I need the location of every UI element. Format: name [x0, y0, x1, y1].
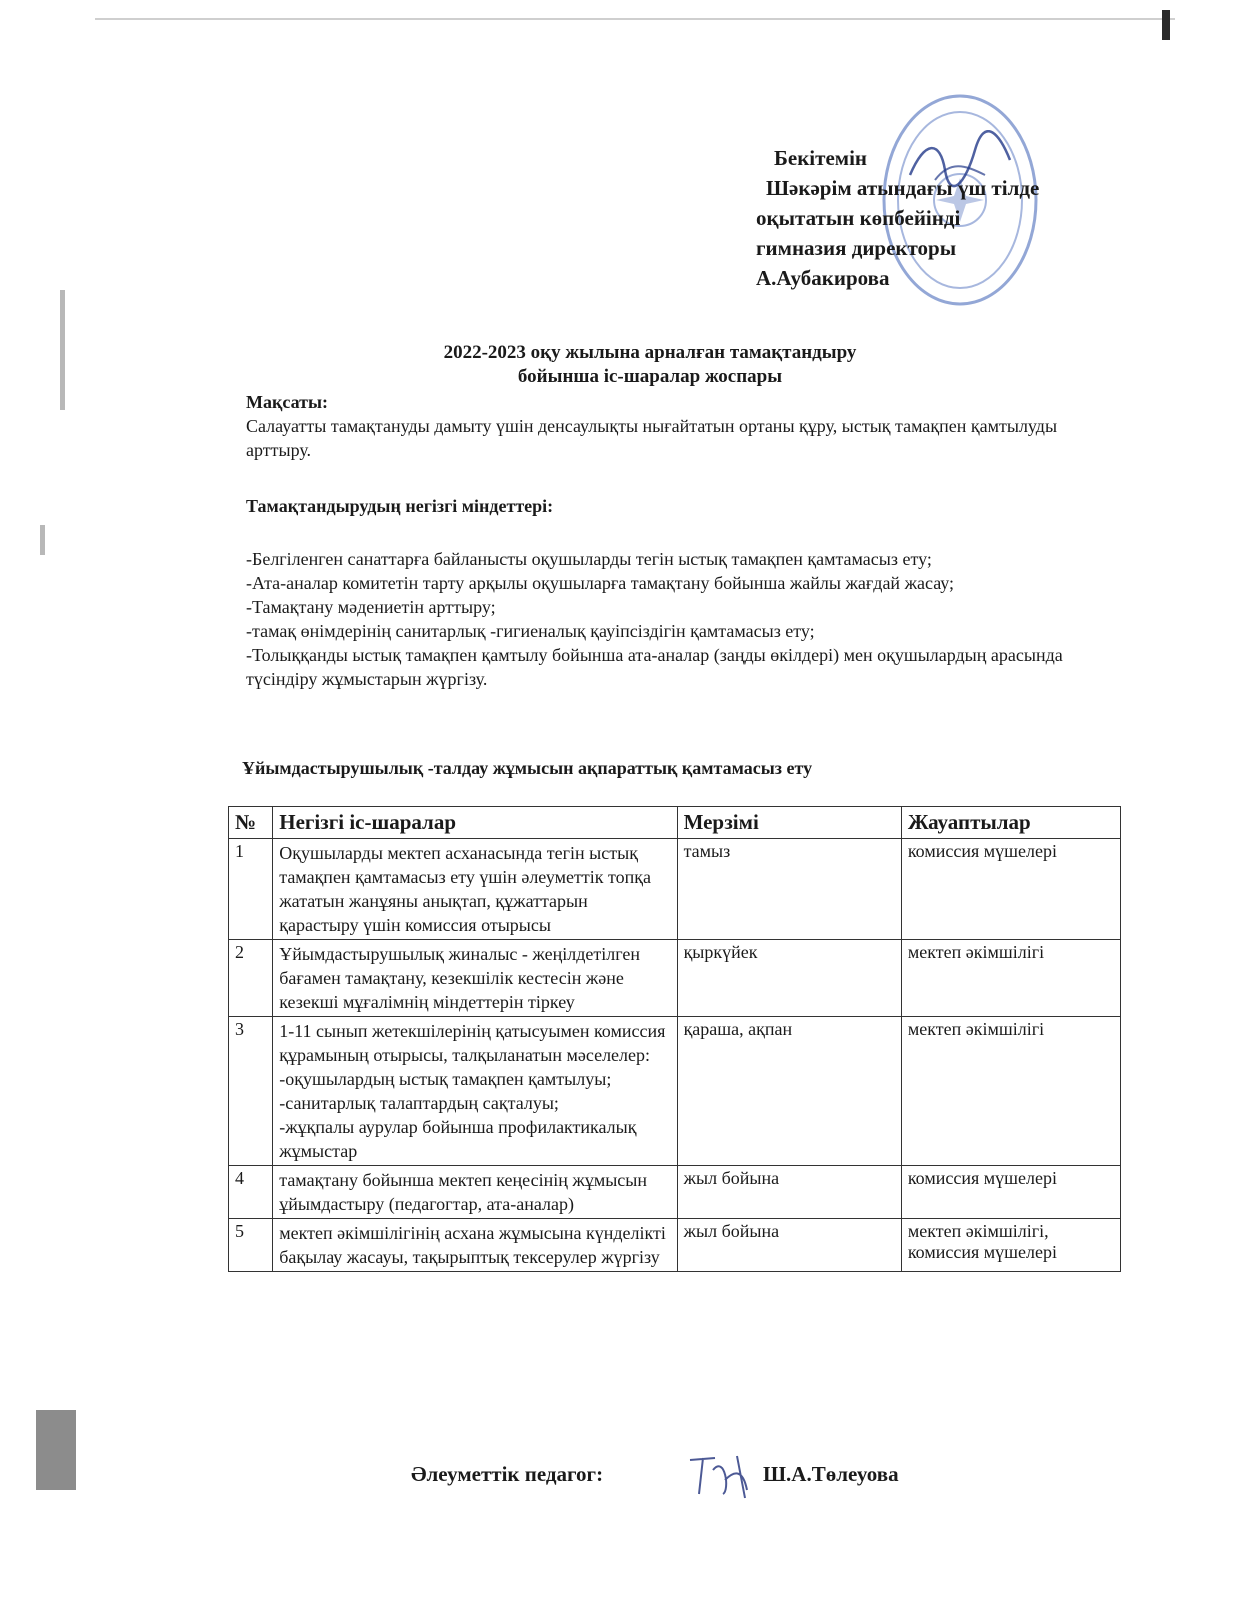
- footer-name: Ш.А.Төлеуова: [763, 1462, 899, 1486]
- document-title-line-1: 2022-2023 оқу жылына арналған тамақтандыру: [443, 342, 857, 363]
- row-term: жыл бойына: [677, 1219, 901, 1272]
- pedagogue-signature: [685, 1450, 755, 1500]
- row-activity: 1-11 сынып жетекшілерінің қатысуымен комиссия құрамының отырысы, талқыланатын мәселелер: -оқушылардың ыстық тамақпен қамтылуы; -санитарлық талаптардың сақталуы; -жұқпалы аурулар бойынша профилактикалық жұмыстар: [273, 1017, 677, 1166]
- row-number: 1: [229, 839, 273, 940]
- row-term: қыркүйек: [677, 940, 901, 1017]
- task-item: -Толыққанды ыстық тамақпен қамтылу бойынша ата-аналар (заңды өкілдері) мен оқушылардың арасында түсіндіру жұмыстарын жүргізу.: [246, 645, 1063, 689]
- table-row: [229, 839, 1121, 940]
- row-term: тамыз: [677, 839, 901, 940]
- scan-margin-noise: [60, 290, 65, 410]
- tasks-heading: Тамақтандырудың негізгі міндеттері:: [246, 496, 554, 516]
- document-title-line-2: бойынша іс-шаралар жоспары: [517, 366, 783, 387]
- row-responsible: мектеп әкімшілігі: [901, 1017, 1120, 1166]
- scan-edge-mark: [1162, 10, 1170, 40]
- section-heading: Ұйымдастырушылық -талдау жұмысын ақпараттық қамтамасыз ету: [242, 758, 813, 778]
- row-number: 3: [229, 1017, 273, 1166]
- task-item: -Белгіленген санаттарға байланысты оқушыларды тегін ыстық тамақпен қамтамасыз ету;: [246, 549, 932, 569]
- task-item: -Тамақтану мәдениетін арттыру;: [246, 597, 496, 617]
- row-responsible: мектеп әкімшілігі: [901, 940, 1120, 1017]
- goal-text: Салауатты тамақтануды дамыту үшін денсаулықты нығайтатын ортаны құру, ыстық тамақпен қамтылуды арттыру.: [246, 416, 1058, 460]
- row-term: жыл бойына: [677, 1166, 901, 1219]
- approval-line-4: гимназия директоры: [756, 236, 957, 260]
- row-activity: мектеп әкімшілігінің асхана жұмысына күнделікті бақылау жасауы, тақырыптық тексерулер жүргізу: [273, 1219, 677, 1272]
- col-header-activity: Негізгі іс-шаралар: [273, 807, 677, 839]
- row-activity: Оқушыларды мектеп асханасында тегін ыстық тамақпен қамтамасыз ету үшін әлеуметтік топқа жататын жанұяны анықтап, құжаттарын қарастыру үшін комиссия отырысы: [273, 839, 677, 940]
- row-activity: тамақтану бойынша мектеп кеңесінің жұмысын ұйымдастыру (педагогтар, ата-аналар): [273, 1166, 677, 1219]
- table-row: [229, 1017, 1121, 1166]
- table-row: [229, 1166, 1121, 1219]
- scan-edge-line: [95, 18, 1175, 20]
- row-term: қараша, ақпан: [677, 1017, 901, 1166]
- approval-block: [756, 143, 1136, 293]
- row-responsible: комиссия мүшелері: [901, 839, 1120, 940]
- tasks-list: [246, 547, 1126, 691]
- goal-heading: Мақсаты:: [246, 392, 328, 412]
- table-row: [229, 940, 1121, 1017]
- col-header-term: Мерзімі: [677, 807, 901, 839]
- row-number: 2: [229, 940, 273, 1017]
- col-header-responsible: Жауаптылар: [901, 807, 1120, 839]
- scan-margin-noise: [40, 525, 45, 555]
- activities-table: [228, 806, 1121, 1272]
- approval-line-5: А.Аубакирова: [756, 266, 890, 290]
- task-item: -тамақ өнімдерінің санитарлық -гигиеналық қауіпсіздігін қамтамасыз ету;: [246, 621, 815, 641]
- approval-line-3: оқытатын көпбейінді: [756, 206, 961, 230]
- approval-line-1: Бекітемін: [774, 146, 868, 170]
- footer-role: Әлеуметтік педагог:: [411, 1462, 604, 1486]
- task-item: -Ата-аналар комитетін тарту арқылы оқушыларға тамақтану бойынша жайлы жағдай жасау;: [246, 573, 955, 593]
- row-activity: Ұйымдастырушылық жиналыс - жеңілдетілген бағамен тамақтану, кезекшілік кестесін және кезекші мұғалімнің міндеттерін тіркеу: [273, 940, 677, 1017]
- row-responsible: комиссия мүшелері: [901, 1166, 1120, 1219]
- col-header-number: №: [229, 807, 273, 839]
- row-responsible: мектеп әкімшілігі, комиссия мүшелері: [901, 1219, 1120, 1272]
- table-header-row: [229, 807, 1121, 839]
- table-row: [229, 1219, 1121, 1272]
- approval-line-2: Шәкәрім атындағы үш тілде: [766, 176, 1040, 200]
- row-number: 4: [229, 1166, 273, 1219]
- scan-smudge: [36, 1410, 76, 1490]
- row-number: 5: [229, 1219, 273, 1272]
